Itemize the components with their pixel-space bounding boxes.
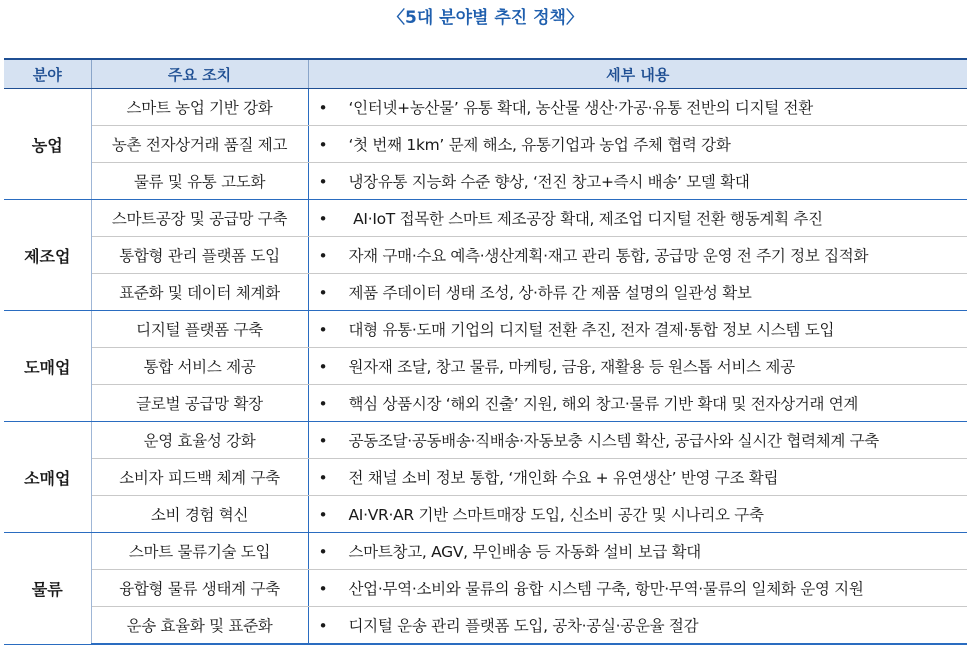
detail-cell (308, 496, 967, 533)
bullet-icon: • (318, 247, 328, 265)
detail-cell (308, 607, 967, 645)
table-row (4, 274, 967, 311)
detail-cell (308, 89, 967, 126)
bullet-icon: • (318, 173, 328, 191)
bullet-icon: • (318, 395, 328, 413)
action-cell: 스마트공장 및 공급망 구축 (91, 200, 308, 237)
detail-cell (308, 200, 967, 237)
detail-cell (308, 311, 967, 348)
detail-text: 산업·무역·소비와 물류의 융합 시스템 구축, 항만·무역·물류의 일체화 운영 지원 (348, 580, 864, 598)
detail-cell (308, 348, 967, 385)
detail-cell (308, 422, 967, 459)
table-row (4, 496, 967, 533)
detail-text: 대형 유통·도매 기업의 디지털 전환 추진, 전자 결제·통합 정보 시스템 도입 (348, 321, 835, 339)
bullet-icon: • (318, 543, 328, 561)
bullet-icon: • (318, 210, 328, 228)
detail-cell (308, 163, 967, 200)
category-cell-agriculture: 농업 (4, 89, 91, 200)
table-row (4, 459, 967, 496)
action-cell: 소비 경험 혁신 (91, 496, 308, 533)
action-cell: 소비자 피드백 체계 구축 (91, 459, 308, 496)
table-row (4, 237, 967, 274)
detail-cell (308, 274, 967, 311)
detail-text: 전 채널 소비 정보 통합, ‘개인화 수요 + 유연생산’ 반영 구조 확립 (348, 469, 779, 487)
detail-cell (308, 459, 967, 496)
category-cell-manufacturing: 제조업 (4, 200, 91, 311)
detail-text: 스마트창고, AGV, 무인배송 등 자동화 설비 보급 확대 (348, 543, 701, 561)
table-row (4, 385, 967, 422)
action-cell: 글로벌 공급망 확장 (91, 385, 308, 422)
action-cell: 스마트 물류기술 도입 (91, 533, 308, 570)
table-row (4, 163, 967, 200)
bullet-icon: • (318, 469, 328, 487)
detail-text: 원자재 조달, 창고 물류, 마케팅, 금융, 재활용 등 원스톱 서비스 제공 (348, 358, 795, 376)
table-row (4, 422, 967, 459)
bullet-icon: • (318, 580, 328, 598)
action-cell: 표준화 및 데이터 체계화 (91, 274, 308, 311)
table-row (4, 607, 967, 645)
bullet-icon: • (318, 136, 328, 154)
policy-table (4, 58, 967, 645)
bullet-icon: • (318, 358, 328, 376)
table-title: 〈5대 분야별 추진 정책〉 (388, 8, 583, 28)
detail-cell (308, 385, 967, 422)
bullet-icon: • (318, 432, 328, 450)
header-category: 분야 (4, 59, 91, 89)
header-detail: 세부 내용 (308, 59, 967, 89)
table-row (4, 311, 967, 348)
bullet-icon: • (318, 321, 328, 339)
table-row (4, 200, 967, 237)
detail-text: 디지털 운송 관리 플랫폼 도입, 공차·공실·공운율 절감 (348, 617, 699, 635)
bullet-icon: • (318, 617, 328, 635)
action-cell: 운영 효율성 강화 (91, 422, 308, 459)
action-cell: 디지털 플랫폼 구축 (91, 311, 308, 348)
detail-text: 공동조달·공동배송·직배송·자동보충 시스템 확산, 공급사와 실시간 협력체계 구축 (348, 432, 879, 450)
detail-text: 핵심 상품시장 ‘해외 진출’ 지원, 해외 창고·물류 기반 확대 및 전자상거래 연계 (348, 395, 859, 413)
detail-text: 냉장유통 지능화 수준 향상, ‘전진 창고+즉시 배송’ 모델 확대 (348, 173, 750, 191)
category-cell-wholesale: 도매업 (4, 311, 91, 422)
action-cell: 농촌 전자상거래 품질 제고 (91, 126, 308, 163)
action-cell: 물류 및 유통 고도화 (91, 163, 308, 200)
detail-text: AI·VR·AR 기반 스마트매장 도입, 신소비 공간 및 시나리오 구축 (348, 506, 764, 524)
detail-cell (308, 237, 967, 274)
action-cell: 통합 서비스 제공 (91, 348, 308, 385)
detail-text: ‘첫 번째 1km’ 문제 해소, 유통기업과 농업 주체 협력 강화 (348, 136, 731, 154)
category-cell-logistics: 물류 (4, 533, 91, 645)
detail-text: 자재 구매·수요 예측·생산계획·재고 관리 통합, 공급망 운영 전 주기 정보 집적화 (348, 247, 869, 265)
category-cell-retail: 소매업 (4, 422, 91, 533)
header-row (4, 59, 967, 89)
action-cell: 스마트 농업 기반 강화 (91, 89, 308, 126)
table-row (4, 348, 967, 385)
header-action: 주요 조치 (91, 59, 308, 89)
bullet-icon: • (318, 99, 328, 117)
table-row (4, 570, 967, 607)
action-cell: 융합형 물류 생태계 구축 (91, 570, 308, 607)
table-row (4, 89, 967, 126)
detail-cell (308, 570, 967, 607)
detail-cell (308, 533, 967, 570)
table-row (4, 533, 967, 570)
action-cell: 통합형 관리 플랫폼 도입 (91, 237, 308, 274)
table-row (4, 126, 967, 163)
detail-text: 제품 주데이터 생태 조성, 상·하류 간 제품 설명의 일관성 확보 (348, 284, 752, 302)
bullet-icon: • (318, 506, 328, 524)
bullet-icon: • (318, 284, 328, 302)
detail-text: ‘인터넷+농산물’ 유통 확대, 농산물 생산·가공·유통 전반의 디지털 전환 (348, 99, 813, 117)
detail-text: AI·IoT 접목한 스마트 제조공장 확대, 제조업 디지털 전환 행동계획 추진 (348, 210, 823, 228)
action-cell: 운송 효율화 및 표준화 (91, 607, 308, 645)
detail-cell (308, 126, 967, 163)
